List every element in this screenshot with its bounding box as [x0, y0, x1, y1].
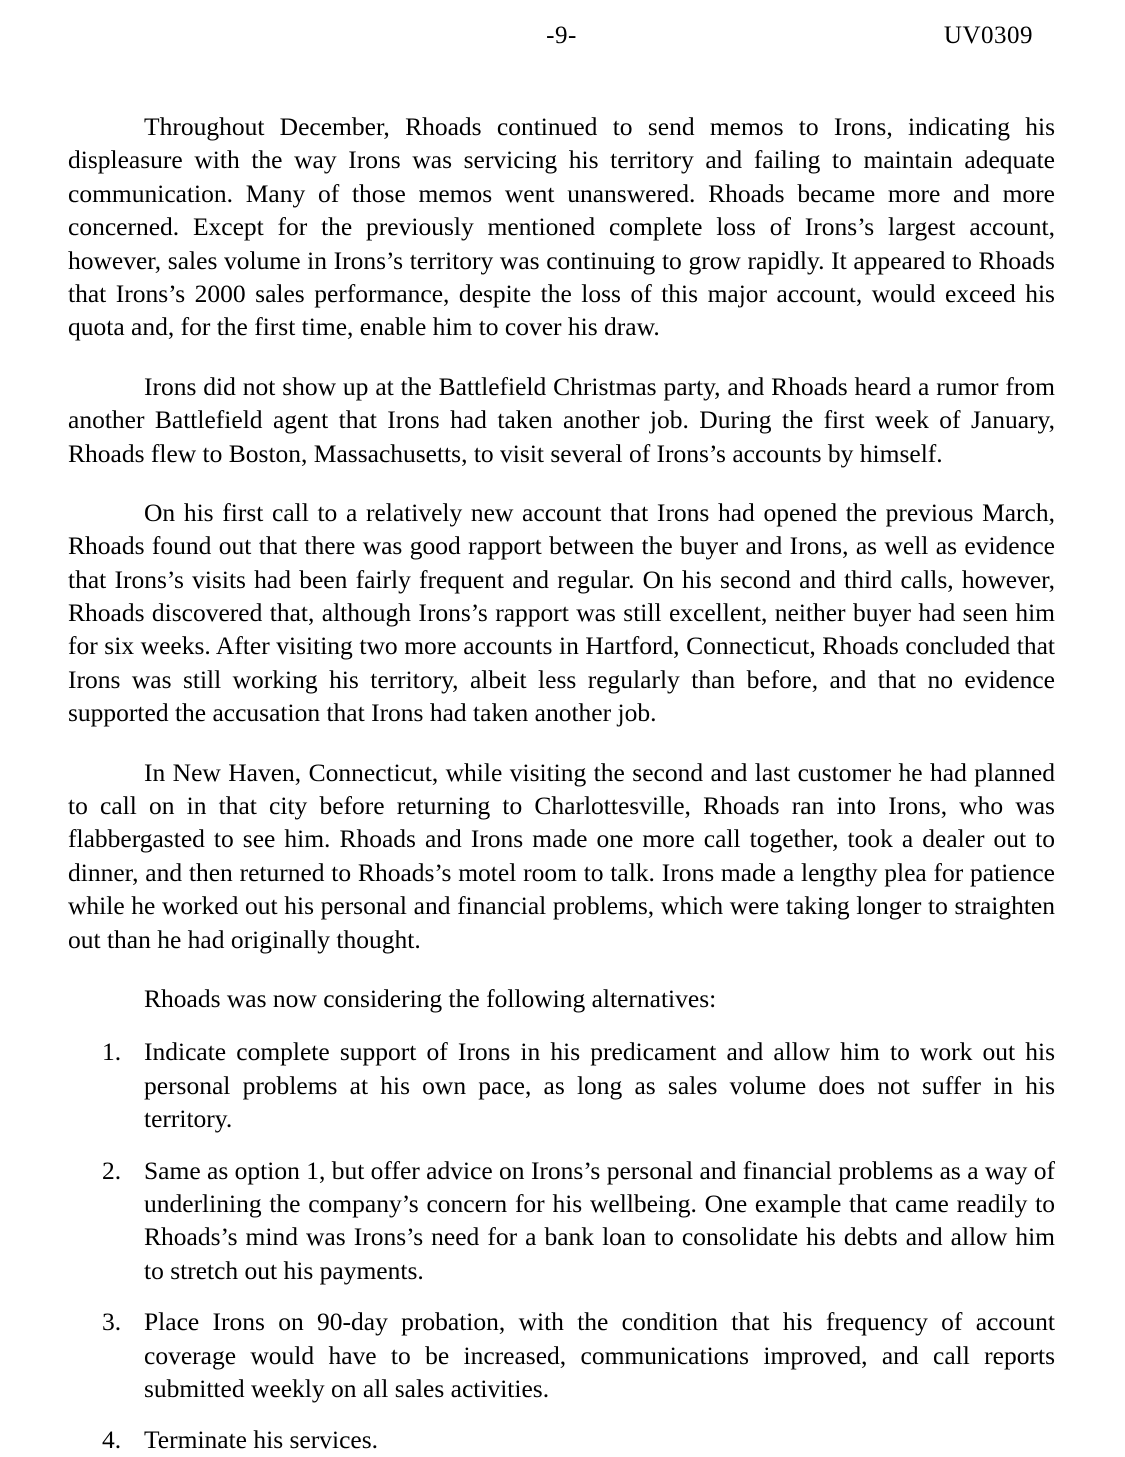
- list-item: [68, 1035, 1055, 1135]
- alternatives-intro: Rhoads was now considering the following alternatives:: [144, 983, 717, 1013]
- list-item: [68, 1305, 1055, 1405]
- page-number: -9-: [546, 22, 577, 49]
- alternatives-list: [68, 1035, 1055, 1456]
- list-item-text: Terminate his services.: [144, 1425, 379, 1455]
- paragraph-2: Irons did not show up at the Battlefield Christmas party, and Rhoads heard a rumor from another Battlefield agent that Irons had taken another job. During the first week of January, Rhoads flew to Boston, Massachusetts, to visit several of Irons’s accounts by himself.: [68, 371, 1055, 468]
- document-code: UV0309: [943, 22, 1033, 49]
- document-body: [68, 110, 1055, 1457]
- list-item: [68, 1154, 1055, 1288]
- list-item-number: 2.: [102, 1155, 122, 1185]
- list-item-text: Same as option 1, but offer advice on Irons’s personal and financial problems as a way of underlining the company’s concern for his wellbeing. One example that came readily to Rhoads’s mind was Irons’s need for a bank loan to consolidate his debts and allow him to stretch out his payments.: [144, 1155, 1055, 1285]
- list-item-text: Place Irons on 90-day probation, with the condition that his frequency of account coverage would have to be increased, communications improved, and call reports submitted weekly on all sales activities.: [144, 1307, 1055, 1403]
- paragraph-3: On his first call to a relatively new account that Irons had opened the previous March, Rhoads found out that there was good rapport between the buyer and Irons, as well as evidence that Irons’s visits had been fairly frequent and regular. On his second and third calls, however, Rhoads discovered that, although Irons’s rapport was still excellent, neither buyer had seen him for six weeks. After visiting two more accounts in Hartford, Connecticut, Rhoads concluded that Irons was still working his territory, albeit less regularly than before, and that no evidence supported the accusation that Irons had taken another job.: [68, 497, 1055, 728]
- page-header: [68, 22, 1055, 62]
- paragraph-1: Throughout December, Rhoads continued to send memos to Irons, indicating his displeasure with the way Irons was servicing his territory and failing to maintain adequate communication. Many of those memos went unanswered. Rhoads became more and more concerned. Except for the previously mentioned complete loss of Irons’s largest account, however, sales volume in Irons’s territory was continuing to grow rapidly. It appeared to Rhoads that Irons’s 2000 sales performance, despite the loss of this major account, would exceed his quota and, for the first time, enable him to cover his draw.: [68, 112, 1055, 342]
- paragraph-4: In New Haven, Connecticut, while visiting the second and last customer he had planned to call on in that city before returning to Charlottesville, Rhoads ran into Irons, who was flabbergasted to see him. Rhoads and Irons made one more call together, took a dealer out to dinner, and then returned to Rhoads’s motel room to talk. Irons made a lengthy plea for patience while he worked out his personal and financial problems, which were taking longer to straighten out than he had originally thought.: [68, 757, 1055, 954]
- list-item-number: 3.: [102, 1307, 122, 1337]
- list-item-text: Indicate complete support of Irons in his predicament and allow him to work out his personal problems at his own pace, as long as sales volume does not suffer in his territory.: [144, 1037, 1055, 1134]
- list-item-number: 4.: [102, 1425, 122, 1455]
- list-item: [68, 1423, 1055, 1456]
- list-item-number: 1.: [102, 1037, 122, 1067]
